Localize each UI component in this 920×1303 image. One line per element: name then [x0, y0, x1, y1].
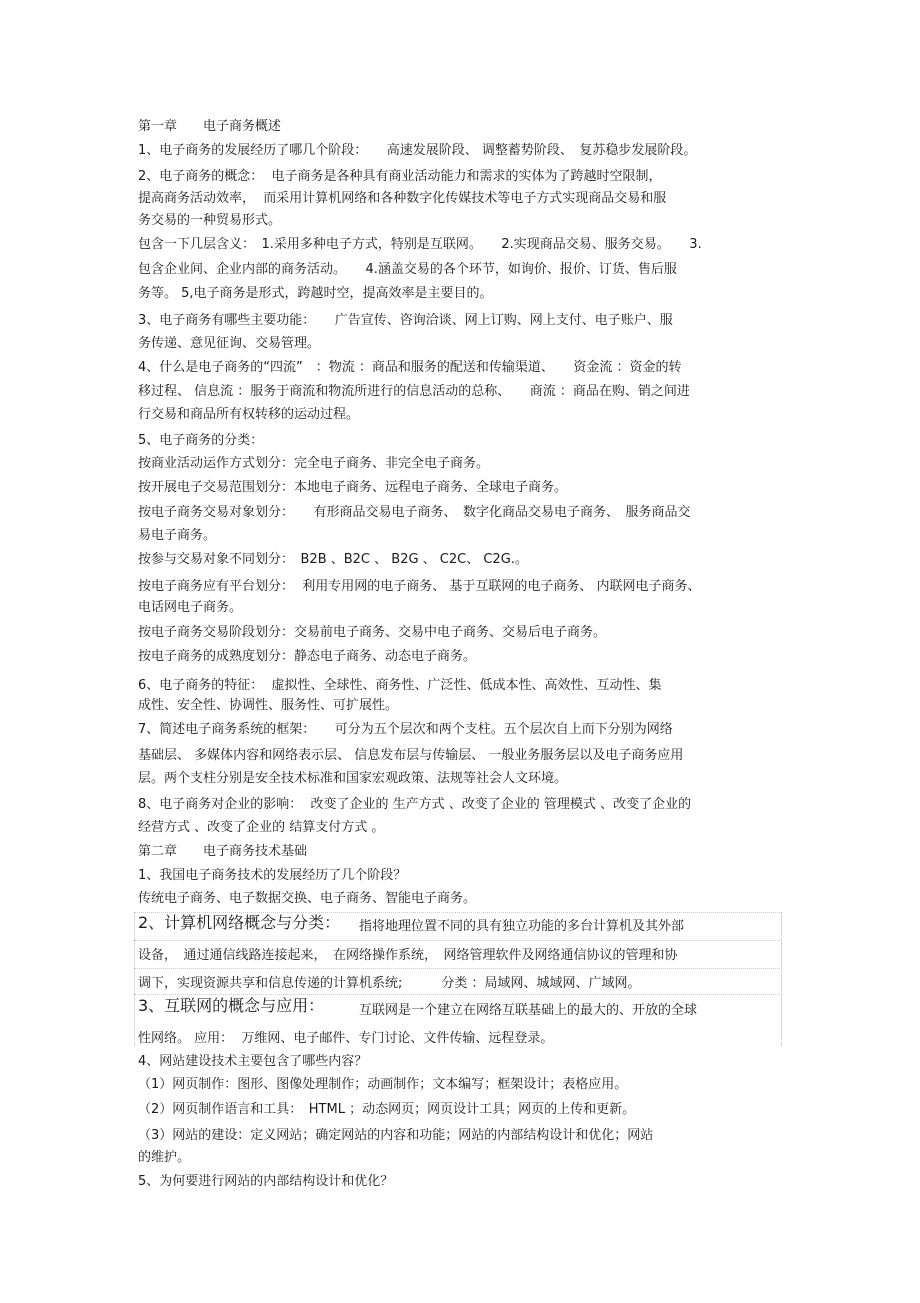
network-heading: 2、计算机网络概念与分类： — [138, 913, 341, 932]
text-line: 1、电子商务的发展经历了哪几个阶段： 高速发展阶段、 调整蓄势阶段、 复苏稳步发展阶段。 — [138, 143, 697, 158]
text-line: （1）网页制作：图形、图像处理制作；动画制作；文本编写；框架设计；表格应用。 — [138, 1077, 628, 1092]
text-line: 经营方式 、改变了企业的 结算支付方式 。 — [138, 820, 385, 835]
text-line: 设备， 通过通信线路连接起来， 在网络操作系统， 网络管理软件及网络通信协议的管理和协 — [138, 948, 678, 963]
text-line: 按电子商务交易阶段划分：交易前电子商务、交易中电子商务、交易后电子商务。 — [138, 625, 607, 640]
text-line: 务传递、意见征询、交易管理。 — [138, 336, 321, 351]
text-line: 按电子商务交易对象划分： 有形商品交易电子商务、 数字化商品交易电子商务、 服务商品交 — [138, 505, 691, 520]
text-line: 层。两个支柱分别是安全技术标准和国家宏观政策、法规等社会人文环境。 — [138, 771, 568, 786]
text-line: 性网络。 应用： 万维网、电子邮件、专门讨论、文件传输、远程登录。 — [138, 1031, 554, 1046]
text-line: 4、什么是电子商务的“四流” ：物流 ：商品和服务的配送和传输渠道、 资金流 ：资金的转 — [138, 360, 682, 375]
text-line: 互联网是一个建立在网络互联基础上的最大的、开放的全球 — [346, 1003, 698, 1018]
text-line: 提高商务活动效率， 而采用计算机网络和各种数字化传媒技术等电子方式实现商品交易和服 — [138, 191, 667, 206]
text-line: 传统电子商务、电子数据交换、电子商务、智能电子商务。 — [138, 891, 477, 906]
chapter-1-title: 第一章 电子商务概述 — [138, 119, 282, 134]
text-line: 行交易和商品所有权转移的运动过程。 — [138, 407, 360, 422]
text-line: 5、电子商务的分类： — [138, 433, 264, 448]
text-line: 的维护。 — [138, 1150, 191, 1165]
text-line: 5、为何要进行网站的内部结构设计和优化？ — [138, 1174, 394, 1189]
text-line: 4、网站建设技术主要包含了哪些内容？ — [138, 1054, 368, 1069]
text-line: 电话网电子商务。 — [138, 600, 243, 615]
text-line: 移过程、 信息流 ：服务于商流和物流所进行的信息活动的总称、 商流 ：商品在购、销之间进 — [138, 384, 690, 399]
text-line: 3、电子商务有哪些主要功能： 广告宣传、咨询洽谈、网上订购、网上支付、电子账户、服 — [138, 313, 673, 328]
chapter-2-title: 第二章 电子商务技术基础 — [138, 844, 308, 859]
text-line: 按开展电子交易范围划分：本地电子商务、远程电子商务、全球电子商务。 — [138, 480, 568, 495]
text-line: 调下，实现资源共享和信息传递的计算机系统; 分类 ：局域网、城域网、广域网。 — [138, 976, 641, 991]
text-line: 务交易的一种贸易形式。 — [138, 213, 282, 228]
box-line — [134, 994, 780, 995]
text-line: 包含企业间、企业内部的商务活动。 4.涵盖交易的各个环节，如询价、报价、订货、售后服 — [138, 262, 677, 277]
text-line: 7、简述电子商务系统的框架： 可分为五个层次和两个支柱。五个层次自上而下分别为网络 — [138, 722, 673, 737]
text-line: （2）网页制作语言和工具： HTML ；动态网页；网页设计工具；网页的上传和更新。 — [138, 1102, 636, 1117]
text-line: 包含一下几层含义： 1.采用多种电子方式，特别是互联网。 2.实现商品交易、服务交易。 3. — [138, 237, 702, 252]
text-line: 指将地理位置不同的具有独立功能的多台计算机及其外部 — [346, 919, 685, 934]
text-line: 按商业活动运作方式划分：完全电子商务、非完全电子商务。 — [138, 456, 490, 471]
text-line: 按参与交易对象不同划分： B2B 、B2C 、 B2G 、 C2C、 C2G.。 — [138, 552, 528, 567]
text-line: 易电子商务。 — [138, 528, 217, 543]
text-line: 2、电子商务的概念： 电子商务是各种具有商业活动能力和需求的实体为了跨越时空限制， — [138, 169, 662, 184]
text-line: 1、我国电子商务技术的发展经历了几个阶段？ — [138, 868, 407, 883]
text-line: 6、电子商务的特征： 虚拟性、全球性、商务性、广泛性、低成本性、高效性、互动性、集 — [138, 678, 662, 693]
internet-heading: 3、互联网的概念与应用： — [138, 996, 325, 1015]
box-line — [134, 968, 780, 969]
text-line: 务等。 5,电子商务是形式，跨越时空，提高效率是主要目的。 — [138, 286, 493, 301]
text-line: 按电子商务应有平台划分： 利用专用网的电子商务、 基于互联网的电子商务、 内联网电子商务、 — [138, 579, 701, 594]
text-line: （3）网站的建设：定义网站；确定网站的内容和功能；网站的内部结构设计和优化；网站 — [138, 1128, 654, 1143]
text-line: 基础层、 多媒体内容和网络表示层、 信息发布层与传输层、 一般业务服务层以及电子商务应用 — [138, 748, 684, 763]
text-line: 按电子商务的成熟度划分：静态电子商务、动态电子商务。 — [138, 649, 477, 664]
text-line: 成性、安全性、协调性、服务性、可扩展性。 — [138, 698, 399, 713]
box-line — [134, 940, 780, 941]
text-line: 8、电子商务对企业的影响： 改变了企业的 生产方式 、改变了企业的 管理模式 、改变了企业的 — [138, 797, 692, 812]
